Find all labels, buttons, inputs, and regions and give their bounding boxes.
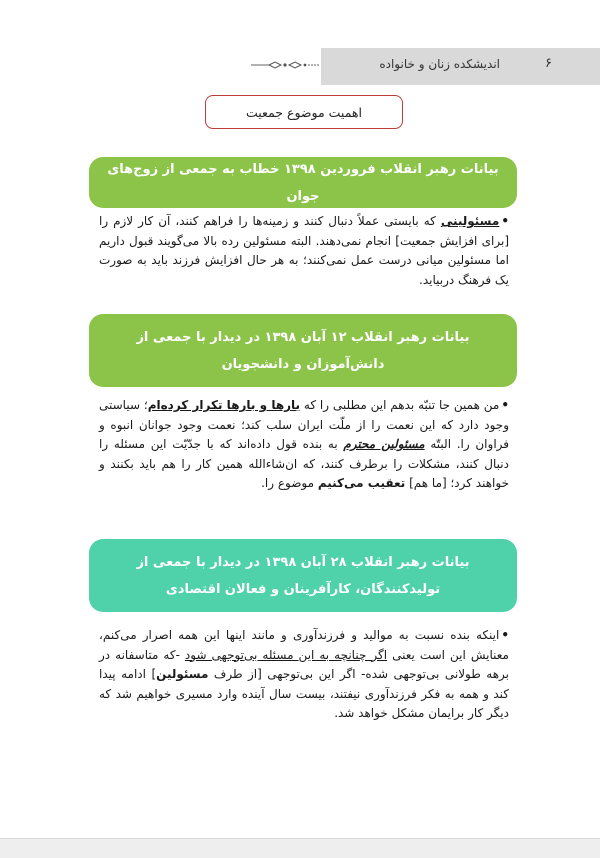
- topic-title: اهمیت موضوع جمعیت: [246, 104, 362, 120]
- emphasis-text: مسئولینی: [440, 214, 500, 228]
- bullet-icon: •: [501, 398, 509, 412]
- section-banner: [89, 157, 517, 208]
- body-text: ] ادامه پیدا کند و همه به فکر فرزندآوری نیفتند، بیست سال آینده وارد مسیری خواهیم شد که دیگر کار برایمان مشکل خواهد شد.: [99, 667, 509, 720]
- section-paragraph: [99, 396, 509, 494]
- page-separator: [0, 838, 600, 858]
- section-banner-title: بیانات رهبر انقلاب فروردین ۱۳۹۸ خطاب به جمعی از زوج‌های جوان: [107, 161, 499, 204]
- section-banner: [89, 539, 517, 612]
- body-text: اینکه بنده نسبت به موالید و فرزندآوری و مانند اینها این همه اصرار می‌کنم، معنایش این است یعنی: [99, 628, 509, 662]
- body-text: موضوع را.: [261, 476, 318, 490]
- body-text: من همین جا تنبّه بدهم این مطلبی را که: [300, 398, 500, 412]
- underlined-text: اگر چنانچه به این مسئله بی‌توجهی شود: [184, 647, 388, 662]
- emphasis-text: مسئولین محترم: [343, 437, 425, 451]
- section-paragraph: [99, 212, 509, 290]
- section-banner-title: بیانات رهبر انقلاب ۱۲ آبان ۱۳۹۸ در دیدار با جمعی از دانش‌آموزان و دانشجویان: [136, 329, 470, 372]
- section-paragraph: [99, 626, 509, 724]
- ornament-icon: [251, 60, 319, 70]
- body-text: ؛ سیاستی وجود دارد که این نعمت را از ملّت ایران سلب کند؛ نعمت وجود جوانان انبوه و فراوان را. البتّه: [99, 398, 510, 451]
- section-banner-title: بیانات رهبر انقلاب ۲۸ آبان ۱۳۹۸ در دیدار با جمعی از تولیدکنندگان، کارآفرینان و فعالان اقتصادی: [136, 554, 470, 597]
- body-text: -که متاسفانه در برهه طولانی بی‌توجهی شده- اگر این بی‌توجهی [از طرف: [99, 647, 510, 681]
- emphasis-text: مسئولین: [156, 667, 209, 681]
- section-banner: [89, 314, 517, 387]
- emphasis-text: تعقیب می‌کنیم: [317, 476, 406, 490]
- bullet-icon: •: [501, 214, 509, 228]
- topic-title-box: [205, 95, 403, 129]
- running-title: اندیشکده زنان و خانواده: [379, 57, 500, 71]
- body-text: به بنده قول داده‌اند که با جدّیّت این مسئله را دنبال کنند، مشکلات را برطرف کنند، که ان‌شاءالله همین کار را هم باید بکنند و خواهند کرد؛ [ما هم]: [99, 437, 509, 490]
- page-number: ۶: [545, 56, 552, 71]
- emphasis-text: بارها و بارها تکرار کرده‌ام: [147, 398, 301, 412]
- body-text: که بایستی عملاً دنبال کنند و زمینه‌ها را فراهم کنند، آن کار لازم را [برای افزایش جمعیت] انجام نمی‌دهند. البته مسئولین رده بالا می‌گویند قبول داریم اما مسئولین میانی درست عمل نمی‌کنند؛ به هر حال افزایش فرزند باید به صورت یک فرهنگ دربیاید.: [99, 214, 509, 287]
- bullet-icon: •: [501, 628, 509, 642]
